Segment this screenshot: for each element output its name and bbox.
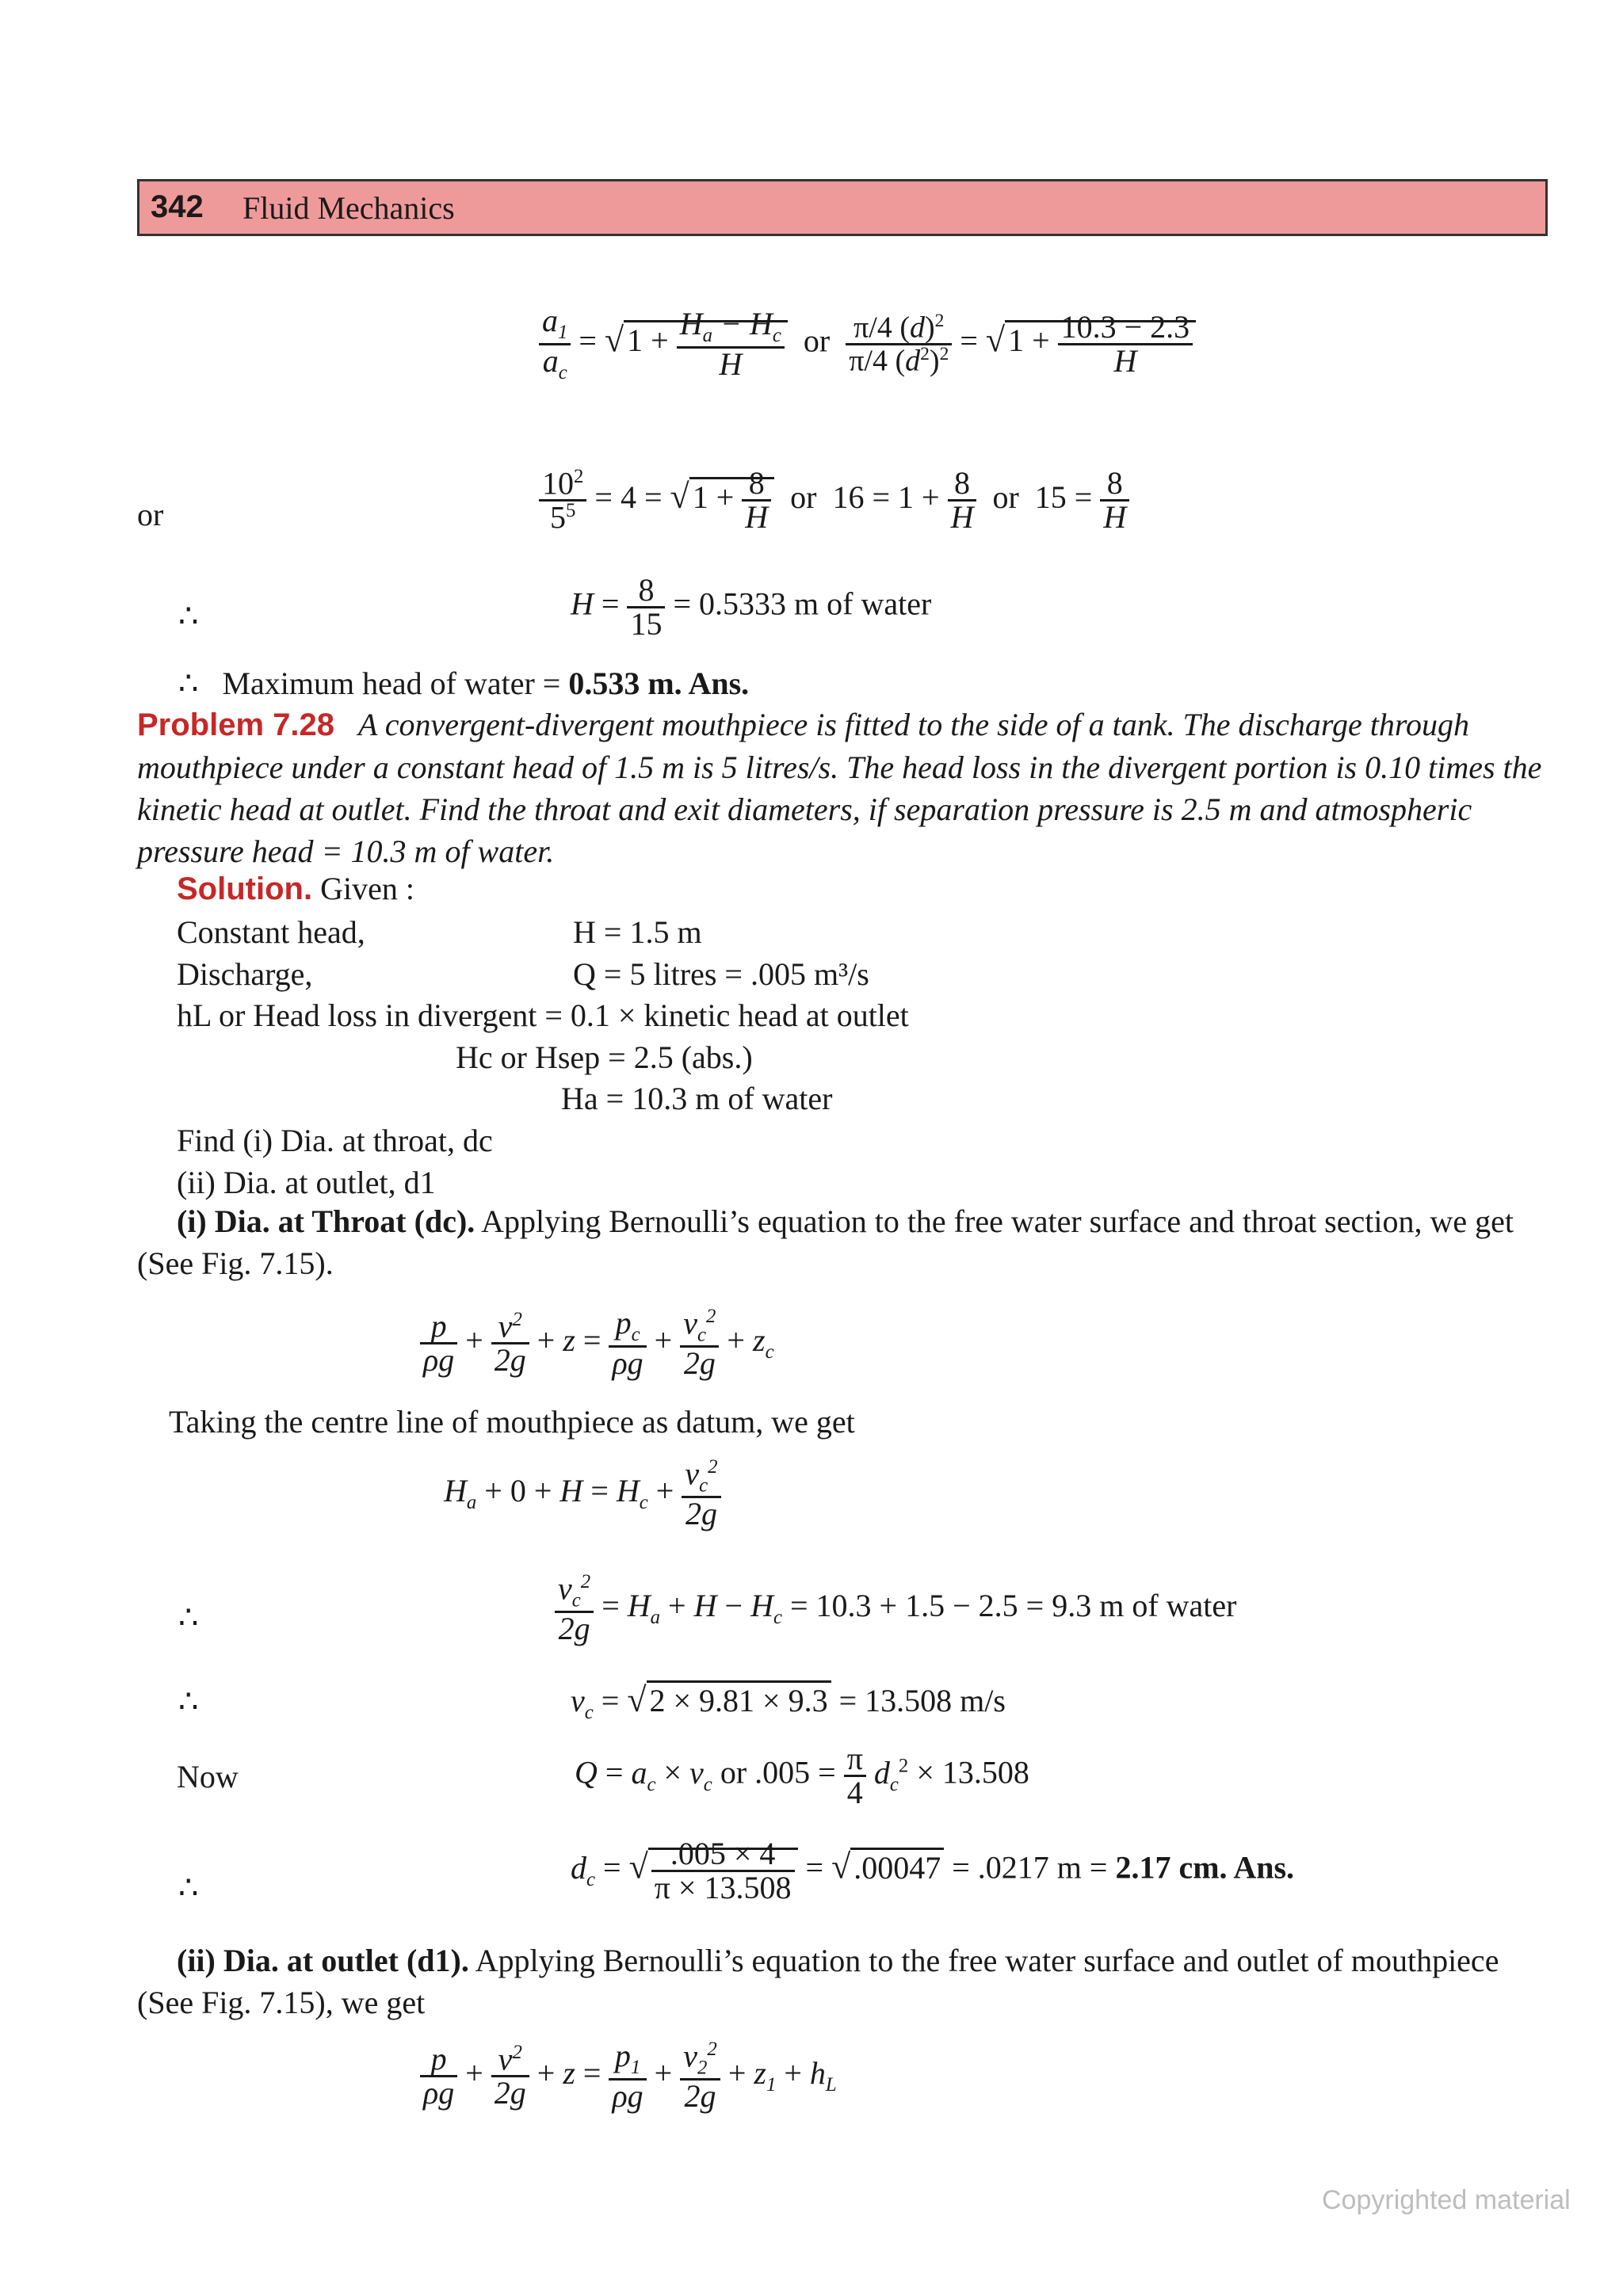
therefore-symbol-3: ∴ [178, 1684, 199, 1719]
problem-label: Problem 7.28 [137, 707, 335, 742]
part1-paragraph: (i) Dia. at Throat (dc). Applying Bernoulli’s equation to the free water surface and throat section, we get (See Fig. 7.15). [137, 1203, 1514, 1281]
given-atmospheric-head: Ha = 10.3 m of water [561, 1081, 833, 1116]
solution-heading: Solution. Given : [177, 871, 414, 906]
given-discharge-value: Q = 5 litres = .005 m³/s [573, 956, 869, 992]
equation-head-balance: $H_a + 0 + H = H_c$ + $\frac{v_c^2}{2g}$ [444, 1458, 721, 1530]
given-separation-pressure: Hc or Hsep = 2.5 (abs.) [456, 1039, 753, 1075]
given-head-loss: hL or Head loss in divergent = 0.1 × kinetic head at outlet [177, 997, 909, 1033]
given-constant-head-label: Constant head, [177, 914, 365, 950]
equation-area-ratio: $\frac{a_1}{a_c}$ = √ 1 + $\frac{H_a - H_c}{H}$ or $\frac{\pi/4 (d)^2}{\pi/4 (d^2)^2}$ = √ 1 + $\frac{10.3 - 2.3}{H}$ [539, 305, 1196, 383]
given-constant-head-value: H = 1.5 m [573, 914, 702, 950]
equation-head: H = $\frac{8}{15}$ = 0.5333 m of water [571, 572, 932, 642]
datum-text: Taking the centre line of mouthpiece as datum, we get [169, 1404, 855, 1440]
bernoulli-outlet-equation: $\frac{p}{\rho g}$ + $\frac{v^2}{2g}$ + z = $\frac{p_1}{\rho g}$ + $\frac{v_2^2}{2g}$ + $z_1 + h_L$ [420, 2040, 837, 2112]
problem-text: A convergent-divergent mouthpiece is fitted to the side of a tank. The discharge through mouthpiece under a constant head of 1.5 m is 5 litres/s. The head loss in the divergent portion is 0.10 times the kinetic head at outlet. Find the throat and exit diameters, if separation pressure is 2.5 m and atmospheric pressure head = 10.3 m of water. [137, 707, 1542, 869]
equation-sixteen: $\frac{10^2}{5^5}$ = 4 = √ 1 + $\frac{8}{H}$ or 16 = 1 + $\frac{8}{H}$ or 15 = $\frac{8}{H}$ [539, 467, 1129, 534]
label-now: Now [177, 1759, 239, 1794]
find-outlet: (ii) Dia. at outlet, d1 [177, 1165, 436, 1200]
page-header [137, 179, 1548, 236]
therefore-symbol-4: ∴ [178, 1870, 199, 1905]
max-head-line: ∴ Maximum head of water = 0.533 m. Ans. [178, 666, 750, 701]
book-title: Fluid Mechanics [242, 190, 455, 226]
find-throat: Find (i) Dia. at throat, dc [177, 1123, 493, 1158]
given-discharge-label: Discharge, [177, 956, 313, 992]
equation-throat-diameter: $d_c$ = √ $\frac{.005 \times 4}{\pi \times 13.508}$ = √ .00047 = .0217 m = 2.17 cm. Ans. [571, 1836, 1295, 1905]
problem-statement [137, 704, 1556, 872]
therefore-symbol: ∴ [178, 598, 199, 634]
label-or-1: or [137, 497, 164, 532]
equation-throat-velocity: $v_c$ = √ 2 × 9.81 × 9.3 = 13.508 m/s [571, 1680, 1006, 1723]
equation-velocity-head: $\frac{v_c^2}{2g}$ = $H_a + H - H_c = 10.3 + 1.5 - 2.5 = 9.3$ m of water [555, 1573, 1236, 1645]
therefore-symbol-2: ∴ [178, 1600, 199, 1635]
equation-discharge: $Q = a_c \times v_c$ or .005 = $\frac{\pi}{4}$ $d_c^2 \times 13.508$ [575, 1741, 1029, 1810]
copyright-watermark: Copyrighted material [1322, 2185, 1571, 2215]
page-number: 342 [151, 189, 204, 224]
bernoulli-throat-equation: $\frac{p}{\rho g}$ + $\frac{v^2}{2g}$ + z = $\frac{p_c}{\rho g}$ + $\frac{v_c^2}{2g}$ + $z_c$ [420, 1307, 774, 1379]
part2-paragraph: (ii) Dia. at outlet (d1). Applying Bernoulli’s equation to the free water surface and outlet of mouthpiece (See Fig. 7.15), we get [137, 1943, 1499, 2020]
